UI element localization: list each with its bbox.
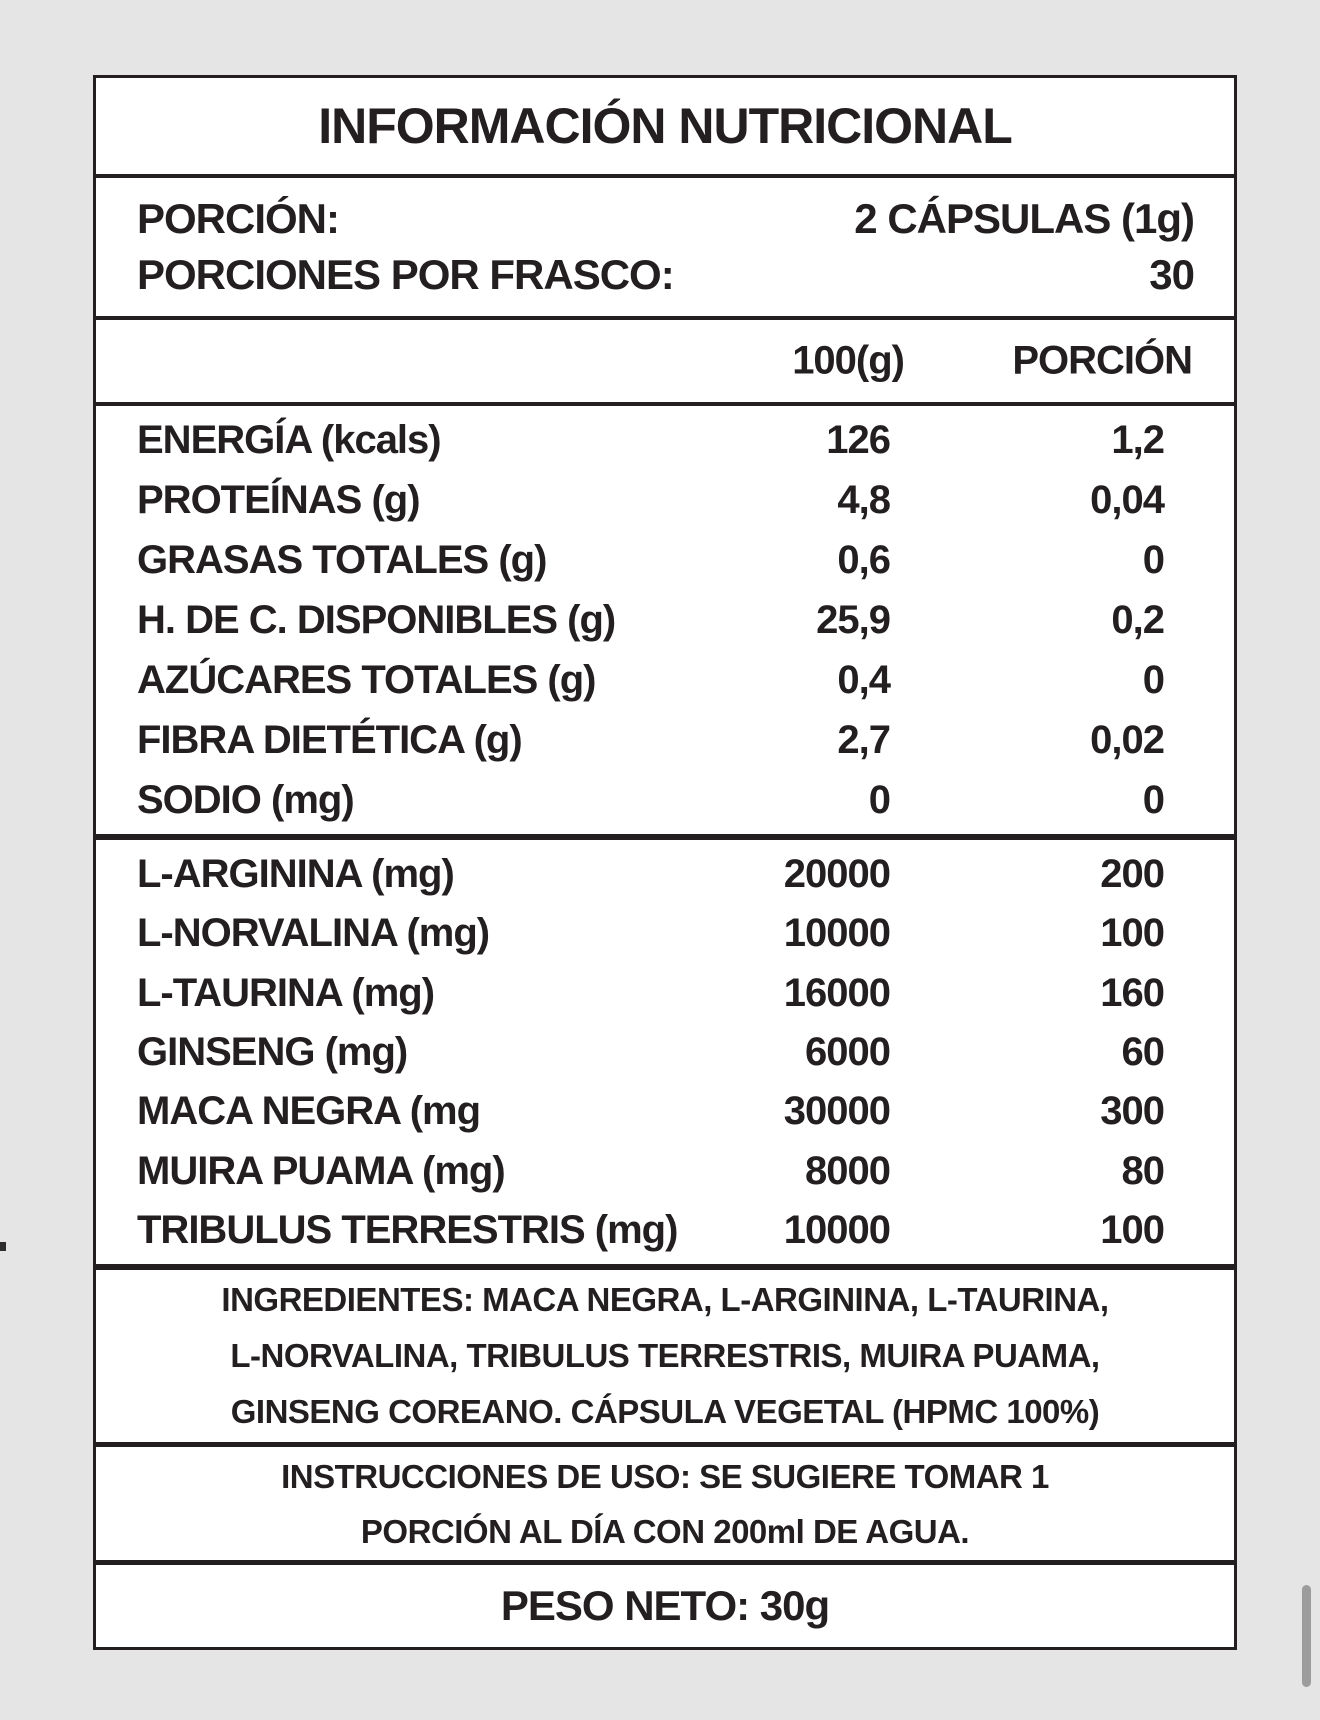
page-title: INFORMACIÓN NUTRICIONAL: [318, 98, 1012, 154]
instructions-line: INSTRUCCIONES DE USO: SE SUGIERE TOMAR 1: [281, 1457, 1049, 1495]
value-per-100g: 0: [868, 778, 890, 822]
table-row: [96, 971, 1234, 1015]
ingredient-name: L-TAURINA (mg): [137, 970, 435, 1015]
ingredient-name: GINSENG (mg): [137, 1029, 408, 1074]
table-row: [96, 658, 1234, 702]
instructions-line: PORCIÓN AL DÍA CON 200ml DE AGUA.: [360, 1512, 970, 1550]
table-row: [96, 478, 1234, 522]
value-per-portion: 0: [1142, 538, 1164, 582]
value-per-100g: 4,8: [837, 478, 890, 522]
scrollbar-thumb[interactable]: [1302, 1585, 1311, 1687]
value-per-portion: 100: [1100, 1208, 1164, 1253]
value-per-portion: 100: [1100, 911, 1164, 956]
value-per-portion: 0,2: [1111, 598, 1164, 642]
servings-per-container-row: [137, 247, 1194, 303]
ingredient-name: MUIRA PUAMA (mg): [137, 1148, 505, 1193]
serving-size-row: [137, 191, 1194, 247]
value-per-100g: 6000: [805, 1029, 890, 1074]
title-section: [96, 78, 1234, 174]
table-row: [96, 1030, 1234, 1074]
ingredients-section: [96, 1270, 1234, 1442]
value-per-portion: 0,02: [1090, 718, 1164, 762]
nutrients-table: [96, 406, 1234, 834]
value-per-portion: 0: [1142, 658, 1164, 702]
value-per-100g: 16000: [783, 970, 890, 1015]
ingredient-name: TRIBULUS TERRESTRIS (mg): [137, 1208, 678, 1253]
table-row: [96, 1208, 1234, 1252]
usage-instructions-section: [96, 1447, 1234, 1560]
table-row: [96, 1089, 1234, 1133]
value-per-portion: 60: [1121, 1029, 1164, 1074]
nutrient-name: ENERGÍA (kcals): [137, 418, 441, 462]
ingredient-name: L-NORVALINA (mg): [137, 911, 490, 956]
table-row: [96, 418, 1234, 462]
serving-size-value: 2 CÁPSULAS (1g): [854, 195, 1194, 242]
value-per-100g: 30000: [783, 1089, 890, 1134]
servings-per-container-label: PORCIONES POR FRASCO:: [137, 251, 674, 298]
value-per-portion: 80: [1121, 1148, 1164, 1193]
column-header-row: [96, 320, 1234, 402]
active-ingredients-table: [96, 840, 1234, 1264]
column-header-per-portion: PORCIÓN: [1012, 338, 1192, 383]
nutrient-name: AZÚCARES TOTALES (g): [137, 658, 596, 702]
ingredients-line: GINSENG COREANO. CÁPSULA VEGETAL (HPMC 100%): [230, 1393, 1100, 1430]
value-per-100g: 20000: [783, 851, 890, 896]
nutrition-facts-label: [93, 75, 1237, 1650]
value-per-100g: 0,4: [837, 658, 890, 702]
table-row: [96, 538, 1234, 582]
table-row: [96, 778, 1234, 822]
nutrient-name: GRASAS TOTALES (g): [137, 538, 547, 582]
value-per-portion: 300: [1100, 1089, 1164, 1134]
value-per-portion: 160: [1100, 970, 1164, 1015]
value-per-100g: 0,6: [837, 538, 890, 582]
column-header-per-100g: 100(g): [792, 338, 904, 383]
serving-size-label: PORCIÓN:: [137, 195, 339, 242]
left-edge-mark: [0, 1242, 6, 1251]
value-per-100g: 25,9: [816, 598, 890, 642]
nutrient-name: H. DE C. DISPONIBLES (g): [137, 598, 616, 642]
net-weight-section: [96, 1565, 1234, 1647]
ingredient-name: MACA NEGRA (mg: [137, 1089, 481, 1134]
value-per-100g: 2,7: [837, 718, 890, 762]
servings-per-container-value: 30: [1149, 251, 1194, 298]
table-row: [96, 718, 1234, 762]
table-row: [96, 1149, 1234, 1193]
value-per-100g: 10000: [783, 1208, 890, 1253]
serving-section: [96, 178, 1234, 316]
value-per-portion: 0: [1142, 778, 1164, 822]
ingredient-name: L-ARGININA (mg): [137, 851, 454, 896]
value-per-100g: 10000: [783, 911, 890, 956]
net-weight-value: PESO NETO: 30g: [500, 1582, 830, 1629]
nutrient-name: PROTEÍNAS (g): [137, 478, 420, 522]
value-per-100g: 8000: [805, 1148, 890, 1193]
nutrient-name: SODIO (mg): [137, 778, 354, 822]
table-row: [96, 598, 1234, 642]
value-per-portion: 1,2: [1111, 418, 1164, 462]
nutrient-name: FIBRA DIETÉTICA (g): [137, 718, 522, 762]
value-per-portion: 0,04: [1090, 478, 1164, 522]
ingredients-line: INGREDIENTES: MACA NEGRA, L-ARGININA, L-TAURINA,: [221, 1281, 1109, 1318]
table-row: [96, 911, 1234, 955]
table-row: [96, 852, 1234, 896]
value-per-portion: 200: [1100, 851, 1164, 896]
ingredients-line: L-NORVALINA, TRIBULUS TERRESTRIS, MUIRA PUAMA,: [230, 1337, 1100, 1374]
value-per-100g: 126: [826, 418, 890, 462]
